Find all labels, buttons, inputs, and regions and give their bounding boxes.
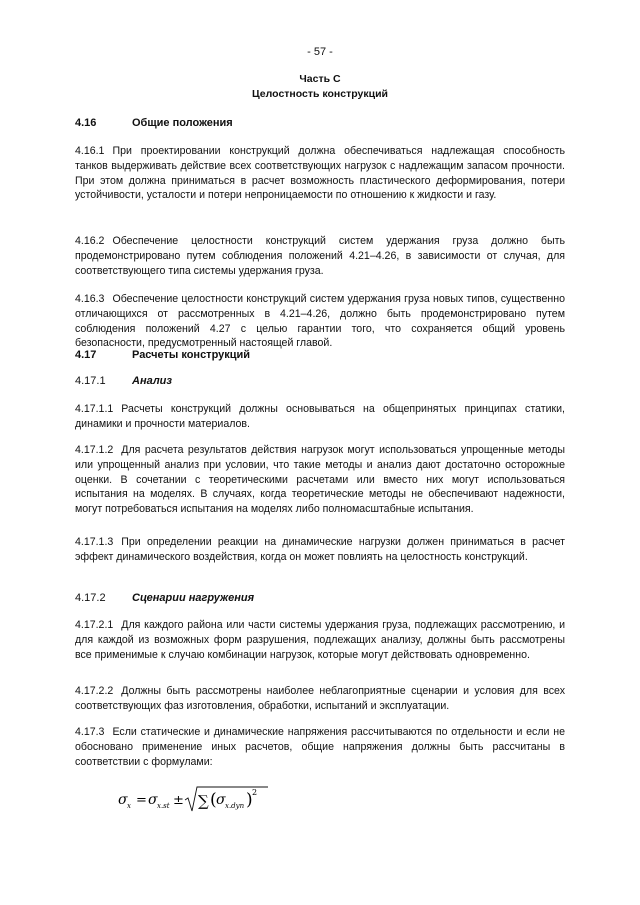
formula-lhs-subscript: x: [127, 802, 131, 810]
formula-exponent: 2: [252, 788, 258, 797]
paragraph-text: При определении реакции на динамические нагрузки должен приниматься в расчет эффект динамического воздействия, когда он может повлиять на целостность конструкций.: [75, 536, 565, 563]
paragraph-text: При проектировании конструкций должна обеспечиваться надлежащая способность танков выдерживать действие всех соответствующих нагрузок с надлежащим запасом прочности. При этом должна приниматься в расчет возможность пластического деформирования, потери устойчивости, усталости и потери непроницаемости по отношению к жидкости и газу.: [75, 145, 565, 202]
formula-plus-minus: ±: [173, 793, 184, 808]
paragraph-number: 4.17.1.2: [75, 444, 114, 456]
formula-sigma-static: σ: [148, 792, 158, 808]
paragraph-text: Должны быть рассмотрены наиболее неблагоприятные сценарии и условия для всех соответствующих фаз изготовления, обработки, испытаний и эксплуатации.: [75, 685, 565, 712]
paragraph-4-16-1: [75, 144, 565, 203]
formula-close-paren: ): [246, 790, 253, 810]
paragraph-4-17-3: [75, 725, 565, 769]
paragraph-number: 4.17.2.2: [75, 685, 114, 697]
paragraph-text: Обеспечение целостности конструкций систем удержания груза должно быть продемонстрировано путем соблюдения положений 4.21–4.26, в зависимости от случая, для соответствующего типа системы удержания груза.: [75, 235, 565, 277]
paragraph-text: Обеспечение целостности конструкций систем удержания груза новых типов, существенно отличающихся от рассмотренных в 4.21–4.26, должно быть продемонстрировано путем соблюдения положений 4.27 с целью гарантии того, что сохраняется общий уровень безопасности, предусмотренный настоящей главой.: [75, 293, 565, 350]
paragraph-4-17-1-3: [75, 535, 565, 565]
formula-equals: =: [136, 793, 147, 808]
formula-sum-sign: ∑: [198, 792, 209, 810]
page-number: - 57 -: [307, 46, 333, 58]
part-title: Целостность конструкций: [252, 88, 388, 100]
section-number: 4.16: [75, 117, 97, 129]
paragraph-4-17-2-1: [75, 618, 565, 662]
subsection-title: Сценарии нагружения: [132, 592, 255, 604]
section-heading-4-16: [75, 117, 233, 129]
subsection-heading-4-17-1: [75, 375, 172, 387]
section-heading-4-17: [75, 349, 250, 361]
section-title: Расчеты конструкций: [132, 349, 251, 361]
formula-open-paren: (: [210, 790, 217, 810]
paragraph-number: 4.16.1: [75, 145, 105, 157]
section-number: 4.17: [75, 349, 97, 361]
section-title: Общие положения: [132, 117, 233, 129]
subsection-title: Анализ: [132, 375, 173, 387]
paragraph-number: 4.17.1.1: [75, 403, 114, 415]
paragraph-number: 4.16.3: [75, 293, 105, 305]
paragraph-4-16-3: [75, 292, 565, 351]
subsection-heading-4-17-2: [75, 592, 254, 604]
paragraph-text: Для расчета результатов действия нагрузок могут использоваться упрощенные методы или упрощенный анализ при условии, что такие методы и анализ дают достаточно осторожные оценки. В сочетании с теоретическими расчетами или вместо них могут использоваться испытания на моделях. В случаях, когда теоретические методы не обеспечивают надежности, могут потребоваться испытания на моделях либо полномасштабные испытания.: [75, 444, 565, 516]
paragraph-text: Если статические и динамические напряжения рассчитываются по отдельности и если не обосновано применение иных расчетов, общие напряжения должны быть рассчитаны в соответствии с формулами:: [75, 726, 565, 768]
paragraph-4-17-2-2: [75, 684, 565, 714]
paragraph-text: Расчеты конструкций должны основываться на общепринятых принципах статики, динамики и прочности материалов.: [75, 403, 565, 430]
formula-static-subscript: x.st: [157, 802, 170, 810]
formula-sigma-lhs: σ: [118, 792, 128, 808]
paragraph-4-16-2: [75, 234, 565, 278]
subsection-number: 4.17.2: [75, 592, 106, 604]
formula-sigma-dynamic: σ: [216, 792, 226, 808]
paragraph-number: 4.17.3: [75, 726, 105, 738]
paragraph-4-17-1-2: [75, 443, 565, 517]
subsection-number: 4.17.1: [75, 375, 106, 387]
paragraph-number: 4.17.1.3: [75, 536, 114, 548]
paragraph-number: 4.16.2: [75, 235, 105, 247]
paragraph-4-17-1-1: [75, 402, 565, 432]
formula-dynamic-subscript: x.dyn: [225, 802, 245, 810]
stress-formula: [118, 783, 278, 817]
paragraph-number: 4.17.2.1: [75, 619, 114, 631]
part-label: Часть C: [299, 73, 341, 85]
paragraph-text: Для каждого района или части системы удержания груза, подлежащих рассмотрению, и для каждой из возможных форм разрушения, подлежащих анализу, должны быть рассмотрены все применимые к случаю комбинации нагрузок, которые могут действовать одновременно.: [75, 619, 565, 661]
